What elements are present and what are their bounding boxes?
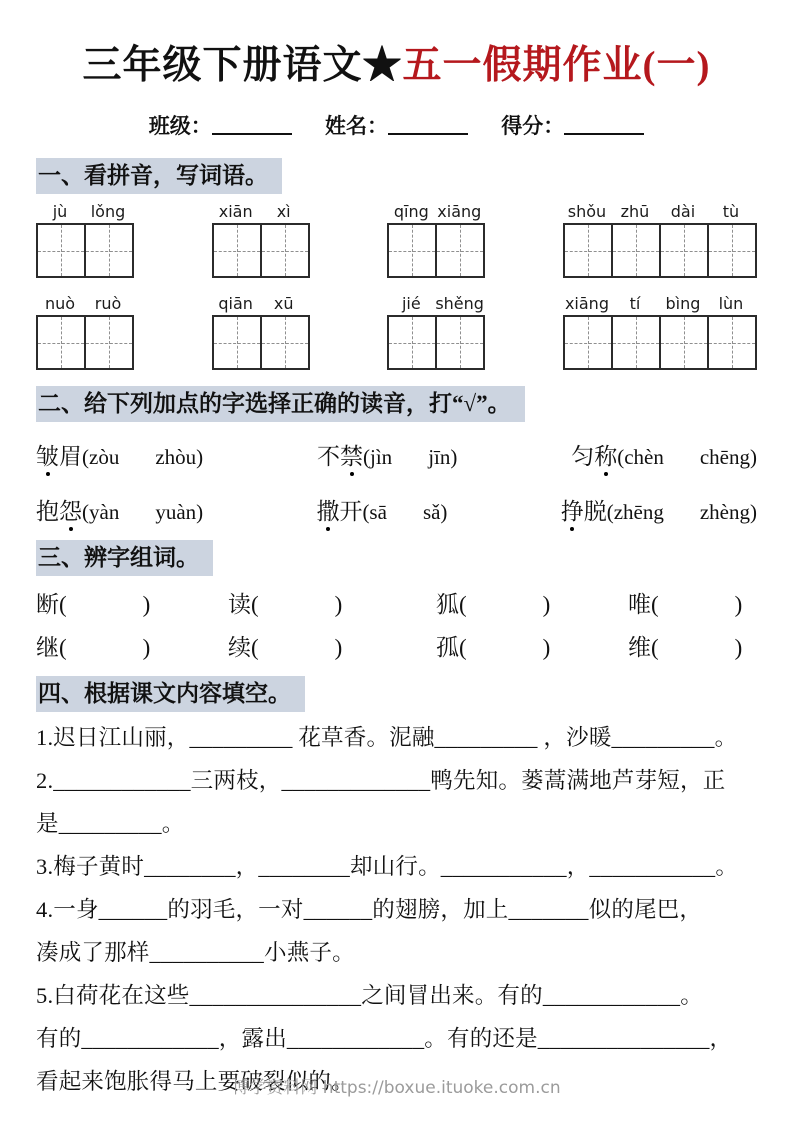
character: 抱 (36, 499, 59, 525)
pinyin-syllable: xiāng (437, 202, 482, 222)
word (316, 499, 362, 524)
word (561, 499, 607, 524)
pinyin-word-group (36, 294, 134, 370)
pinyin-options: (chèn chēng) (617, 445, 757, 470)
class-blank (212, 129, 292, 135)
writing-cell (84, 317, 132, 368)
writing-cell (214, 225, 260, 276)
pinyin-syllable: qīng (393, 202, 429, 222)
section-fill-blanks (36, 676, 757, 1103)
pinyin-syllable: xū (273, 294, 294, 314)
fill-blank-line: 2.____________三两枝，_____________鸭先知。蒌蒿满地芦芽短，正 (36, 768, 726, 794)
word (317, 444, 363, 469)
pinyin-syllable: jié (401, 294, 421, 314)
section4-heading (36, 676, 757, 712)
fill-blank-line: 看起来饱胀得马上要破裂似的。 (36, 1069, 354, 1095)
section3-heading-text: 三、辨字组词。 (36, 540, 213, 576)
character: 脱 (583, 499, 607, 525)
fill-blank-line: 5.白荷花在这些_______________之间冒出来。有的____________。 (36, 983, 703, 1009)
name-label: 姓名： (325, 114, 388, 138)
pinyin-row (563, 202, 757, 221)
dotted-character: 挣 (561, 493, 584, 526)
character: 眉 (59, 444, 82, 470)
writing-grid (212, 315, 310, 370)
writing-cell (611, 225, 659, 276)
pinyin-syllable: shěng (435, 294, 484, 314)
writing-cell (707, 225, 755, 276)
pinyin-word-group (563, 294, 757, 370)
pinyin-row (212, 294, 310, 313)
word-formation-item: 断( ) (36, 592, 151, 618)
pinyin-options: (jìn jīn) (363, 445, 458, 470)
dotted-character: 皱 (36, 438, 59, 471)
name-blank (388, 129, 468, 135)
section-pinyin-words (36, 158, 757, 370)
word-formation-item: 维( ) (628, 635, 743, 661)
pronunciation-item (36, 493, 203, 526)
pinyin-grid-row-1 (36, 202, 757, 278)
writing-grid (563, 223, 757, 278)
dotted-character: 怨 (59, 493, 82, 526)
title-black-part: 三年级下册语文★ (82, 44, 403, 87)
title-red-part: 五一假期作业(一) (402, 44, 711, 87)
pinyin-syllable: lùn (718, 294, 744, 314)
character: 开 (339, 499, 363, 525)
pinyin-row (387, 294, 485, 313)
pronunciation-item (317, 438, 457, 471)
fill-blank-line: 有的____________，露出____________。有的还是_______________， (36, 1026, 733, 1052)
class-label: 班级： (148, 114, 212, 138)
pinyin-syllable: zhū (620, 202, 650, 222)
pinyin-syllable: tù (722, 202, 740, 222)
word-formation-item: 孤( ) (436, 635, 551, 661)
writing-cell (260, 317, 308, 368)
writing-cell (38, 225, 84, 276)
word-formation-item: 唯( ) (628, 592, 743, 618)
info-bar (36, 110, 757, 140)
section4-heading-text: 四、根据课文内容填空。 (36, 676, 305, 712)
writing-cell (611, 317, 659, 368)
writing-grid (563, 315, 757, 370)
section1-heading (36, 158, 757, 194)
pronunciation-item (571, 438, 757, 471)
dotted-character: 称 (594, 438, 617, 471)
pinyin-syllable: qiān (218, 294, 253, 314)
pinyin-syllable: shǒu (567, 202, 607, 222)
pinyin-word-group (212, 202, 310, 278)
character: 不 (317, 444, 341, 470)
pinyin-row (36, 202, 134, 221)
section3-heading (36, 540, 757, 576)
section-word-formation (36, 540, 757, 662)
fill-blank-lines (36, 716, 757, 1103)
pronunciation-row-2 (36, 493, 757, 526)
pinyin-word-group (387, 202, 485, 278)
pinyin-syllable: jù (52, 202, 68, 222)
section-pronunciation (36, 386, 757, 526)
pinyin-syllable: xiān (218, 202, 253, 222)
word-formation-row-1 (36, 586, 757, 619)
writing-cell (260, 225, 308, 276)
score-label: 得分： (501, 114, 565, 138)
fill-blank-line: 1.迟日江山丽，_________ 花草香。泥融_________ ，沙暖_________。 (36, 725, 738, 751)
writing-grid (36, 223, 134, 278)
writing-cell (435, 317, 483, 368)
pinyin-options: (zhēng zhèng) (606, 500, 757, 525)
pinyin-word-group (36, 202, 134, 278)
pinyin-word-group (563, 202, 757, 278)
pinyin-syllable: dài (670, 202, 696, 222)
pinyin-row (36, 294, 134, 313)
fill-blank-line: 3.梅子黄时________，________却山行。___________，___________。 (36, 854, 739, 880)
pinyin-row (563, 294, 757, 313)
word-formation-row-2 (36, 629, 757, 662)
word-formation-item: 读( ) (228, 592, 343, 618)
section1-heading-text: 一、看拼音，写词语。 (36, 158, 282, 194)
dotted-character: 禁 (340, 438, 363, 471)
pinyin-syllable: lǒng (90, 202, 126, 222)
fill-blank-line: 4.一身______的羽毛，一对______的翅膀，加上_______似的尾巴， (36, 897, 703, 923)
writing-grid (387, 315, 485, 370)
word-formation-item: 继( ) (36, 635, 151, 661)
fill-blank-line: 凑成了那样__________小燕子。 (36, 940, 355, 966)
pinyin-syllable: xiāng (564, 294, 609, 314)
writing-grid (36, 315, 134, 370)
score-blank (564, 129, 644, 135)
pinyin-syllable: nuò (44, 294, 76, 314)
pinyin-options: (zòu zhòu) (82, 445, 204, 470)
footer-watermark: 博学资料网 https://boxue.ituoke.com.cn (232, 1078, 561, 1098)
fill-blank-line: 是_________。 (36, 811, 185, 837)
writing-grid (387, 223, 485, 278)
dotted-character: 撒 (316, 493, 339, 526)
pinyin-syllable: xì (276, 202, 291, 222)
section2-heading (36, 386, 757, 422)
writing-cell (659, 317, 707, 368)
pinyin-syllable: bìng (665, 294, 701, 314)
word (36, 499, 82, 524)
pinyin-syllable: ruò (94, 294, 122, 314)
page-title (36, 34, 757, 90)
writing-cell (38, 317, 84, 368)
pinyin-word-group (387, 294, 485, 370)
word (571, 444, 617, 469)
pronunciation-item (316, 493, 447, 526)
word-formation-item: 狐( ) (436, 592, 551, 618)
writing-cell (707, 317, 755, 368)
score-field (501, 114, 644, 138)
pinyin-syllable: tí (629, 294, 641, 314)
writing-cell (435, 225, 483, 276)
word-formation-item: 续( ) (228, 635, 343, 661)
writing-cell (84, 225, 132, 276)
pronunciation-item (36, 438, 203, 471)
pinyin-grid-row-2 (36, 294, 757, 370)
section2-heading-text: 二、给下列加点的字选择正确的读音，打“√”。 (36, 386, 525, 422)
writing-grid (212, 223, 310, 278)
pronunciation-row-1 (36, 438, 757, 471)
pinyin-options: (yàn yuàn) (82, 500, 204, 525)
pinyin-options: (sā sǎ) (362, 500, 448, 525)
writing-cell (389, 317, 435, 368)
class-field (149, 114, 292, 138)
writing-cell (214, 317, 260, 368)
pronunciation-item (561, 493, 757, 526)
pinyin-row (212, 202, 310, 221)
writing-cell (389, 225, 435, 276)
writing-cell (565, 225, 611, 276)
character: 匀 (571, 444, 595, 470)
pinyin-row (387, 202, 485, 221)
word (36, 444, 82, 469)
pinyin-word-group (212, 294, 310, 370)
writing-cell (659, 225, 707, 276)
name-field (325, 114, 468, 138)
writing-cell (565, 317, 611, 368)
